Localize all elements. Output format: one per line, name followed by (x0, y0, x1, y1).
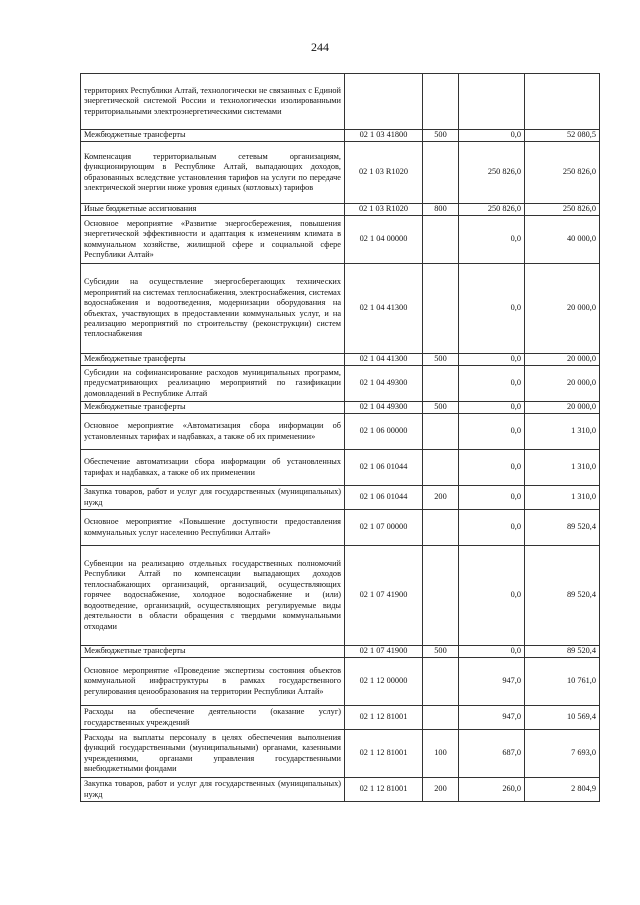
row-amount-year-2: 89 520,4 (525, 510, 600, 546)
row-code: 02 1 07 41900 (345, 646, 423, 658)
table-row (81, 216, 600, 264)
row-amount-year-2: 250 826,0 (525, 204, 600, 216)
row-amount-year-1: 0,0 (459, 366, 525, 402)
row-name: Основное мероприятие «Автоматизация сбора информации об установленных тарифах и надбавках, а также об их применении» (81, 414, 345, 450)
row-amount-year-1: 0,0 (459, 264, 525, 354)
row-name: Межбюджетные трансферты (81, 354, 345, 366)
row-name: Закупка товаров, работ и услуг для государственных (муниципальных) нужд (81, 486, 345, 510)
row-amount-year-1: 0,0 (459, 130, 525, 142)
row-name: Иные бюджетные ассигнования (81, 204, 345, 216)
budget-table-body (81, 74, 600, 802)
row-code: 02 1 04 49300 (345, 366, 423, 402)
row-code: 02 1 12 81001 (345, 778, 423, 802)
budget-table (80, 73, 600, 802)
row-expense-type: 100 (423, 730, 459, 778)
row-name: территориях Республики Алтай, технологически не связанных с Единой энергетической системой России и технологически изолированными территориальными электроэнергетическими системами (81, 74, 345, 130)
row-expense-type (423, 546, 459, 646)
row-code: 02 1 04 41300 (345, 354, 423, 366)
row-code (345, 74, 423, 130)
row-amount-year-1: 260,0 (459, 778, 525, 802)
row-expense-type: 800 (423, 204, 459, 216)
row-amount-year-2: 2 804,9 (525, 778, 600, 802)
row-amount-year-2: 20 000,0 (525, 366, 600, 402)
row-expense-type (423, 706, 459, 730)
row-amount-year-1: 947,0 (459, 658, 525, 706)
table-row (81, 402, 600, 414)
row-code: 02 1 12 00000 (345, 658, 423, 706)
row-code: 02 1 04 41300 (345, 264, 423, 354)
row-name: Обеспечение автоматизации сбора информации об установленных тарифах и надбавках, а также об их применении (81, 450, 345, 486)
table-row (81, 486, 600, 510)
row-expense-type (423, 216, 459, 264)
table-row (81, 510, 600, 546)
table-row (81, 450, 600, 486)
table-row (81, 546, 600, 646)
row-amount-year-2: 20 000,0 (525, 402, 600, 414)
row-expense-type (423, 658, 459, 706)
row-name: Компенсация территориальным сетевым организациям, функционирующим в Республике Алтай, выпадающих доходов, образованных вследствие установления тарифов на услуги по передаче электрической энергии ниже уровня единых (котловых) тарифов (81, 142, 345, 204)
row-code: 02 1 07 41900 (345, 546, 423, 646)
row-amount-year-2: 40 000,0 (525, 216, 600, 264)
row-name: Расходы на выплаты персоналу в целях обеспечения выполнения функций государственными (муниципальными) органами, казенными учреждениями, органами управления государственными внебюджетными фондами (81, 730, 345, 778)
row-amount-year-2: 1 310,0 (525, 450, 600, 486)
row-amount-year-1: 0,0 (459, 402, 525, 414)
row-code: 02 1 07 00000 (345, 510, 423, 546)
row-amount-year-1 (459, 74, 525, 130)
row-amount-year-1: 0,0 (459, 510, 525, 546)
row-code: 02 1 03 41800 (345, 130, 423, 142)
table-row (81, 74, 600, 130)
row-amount-year-1: 0,0 (459, 414, 525, 450)
row-amount-year-2: 7 693,0 (525, 730, 600, 778)
table-row (81, 706, 600, 730)
row-name: Межбюджетные трансферты (81, 646, 345, 658)
row-code: 02 1 06 01044 (345, 450, 423, 486)
row-amount-year-1: 0,0 (459, 646, 525, 658)
table-row (81, 658, 600, 706)
table-row (81, 778, 600, 802)
row-expense-type: 500 (423, 646, 459, 658)
row-amount-year-2: 10 569,4 (525, 706, 600, 730)
row-expense-type: 500 (423, 354, 459, 366)
row-amount-year-1: 687,0 (459, 730, 525, 778)
row-expense-type (423, 264, 459, 354)
row-code: 02 1 03 R1020 (345, 142, 423, 204)
row-name: Основное мероприятие «Развитие энергосбережения, повышения энергетической эффективности и адаптация к изменениям климата в коммунальном хозяйстве, жилищной сфере и социальной сфере Республики Алтай» (81, 216, 345, 264)
row-name: Расходы на обеспечение деятельности (оказание услуг) государственных учреждений (81, 706, 345, 730)
row-amount-year-1: 0,0 (459, 354, 525, 366)
row-name: Межбюджетные трансферты (81, 402, 345, 414)
table-row (81, 730, 600, 778)
row-amount-year-1: 250 826,0 (459, 142, 525, 204)
table-row (81, 366, 600, 402)
row-code: 02 1 06 01044 (345, 486, 423, 510)
row-amount-year-2: 52 080,5 (525, 130, 600, 142)
row-expense-type: 200 (423, 778, 459, 802)
row-expense-type (423, 142, 459, 204)
row-amount-year-1: 947,0 (459, 706, 525, 730)
table-row (81, 414, 600, 450)
table-row (81, 264, 600, 354)
row-name: Основное мероприятие «Повышение доступности предоставления коммунальных услуг населению Республики Алтай» (81, 510, 345, 546)
row-amount-year-1: 0,0 (459, 546, 525, 646)
row-amount-year-1: 0,0 (459, 486, 525, 510)
table-row (81, 354, 600, 366)
row-expense-type: 500 (423, 402, 459, 414)
row-name: Закупка товаров, работ и услуг для государственных (муниципальных) нужд (81, 778, 345, 802)
page-number: 244 (311, 40, 329, 54)
row-code: 02 1 06 00000 (345, 414, 423, 450)
row-amount-year-2: 1 310,0 (525, 486, 600, 510)
row-expense-type: 200 (423, 486, 459, 510)
row-amount-year-1: 250 826,0 (459, 204, 525, 216)
row-amount-year-1: 0,0 (459, 216, 525, 264)
row-expense-type (423, 366, 459, 402)
row-amount-year-1: 0,0 (459, 450, 525, 486)
table-row (81, 646, 600, 658)
row-amount-year-2: 10 761,0 (525, 658, 600, 706)
row-name: Основное мероприятие «Проведение экспертизы состояния объектов коммунальной инфраструктуры в рамках государственного регулирования ценообразования на территории Республики Алтай» (81, 658, 345, 706)
row-amount-year-2: 20 000,0 (525, 354, 600, 366)
row-name: Межбюджетные трансферты (81, 130, 345, 142)
row-name: Субсидии на осуществление энергосберегающих технических мероприятий на системах теплоснабжения, электроснабжения, системах водоснабжения и водоотведения, модернизации оборудования на объектах, участвующих в предоставлении коммунальных услуг, и на реализацию мероприятий по строительству (реконструкции) систем теплоснабжения (81, 264, 345, 354)
row-name: Субсидии на софинансирование расходов муниципальных программ, предусматривающих реализацию мероприятий по газификации домовладений в Республике Алтай (81, 366, 345, 402)
row-expense-type (423, 74, 459, 130)
row-amount-year-2: 89 520,4 (525, 646, 600, 658)
row-amount-year-2: 20 000,0 (525, 264, 600, 354)
row-code: 02 1 12 81001 (345, 706, 423, 730)
row-code: 02 1 03 R1020 (345, 204, 423, 216)
row-code: 02 1 04 00000 (345, 216, 423, 264)
row-amount-year-2 (525, 74, 600, 130)
row-amount-year-2: 1 310,0 (525, 414, 600, 450)
row-expense-type: 500 (423, 130, 459, 142)
row-expense-type (423, 510, 459, 546)
table-row (81, 204, 600, 216)
row-name: Субвенции на реализацию отдельных государственных полномочий Республики Алтай по компенсации выпадающих доходов теплоснабжающих организаций, организаций, осуществляющих горячее водоснабжение, холодное водоснабжение и (или) водоотведение, организаций, осуществляющих регулируемые виды деятельности в области обращения с твердыми коммунальными отходами (81, 546, 345, 646)
row-code: 02 1 12 81001 (345, 730, 423, 778)
table-row (81, 130, 600, 142)
row-expense-type (423, 414, 459, 450)
row-expense-type (423, 450, 459, 486)
table-row (81, 142, 600, 204)
row-code: 02 1 04 49300 (345, 402, 423, 414)
row-amount-year-2: 89 520,4 (525, 546, 600, 646)
row-amount-year-2: 250 826,0 (525, 142, 600, 204)
